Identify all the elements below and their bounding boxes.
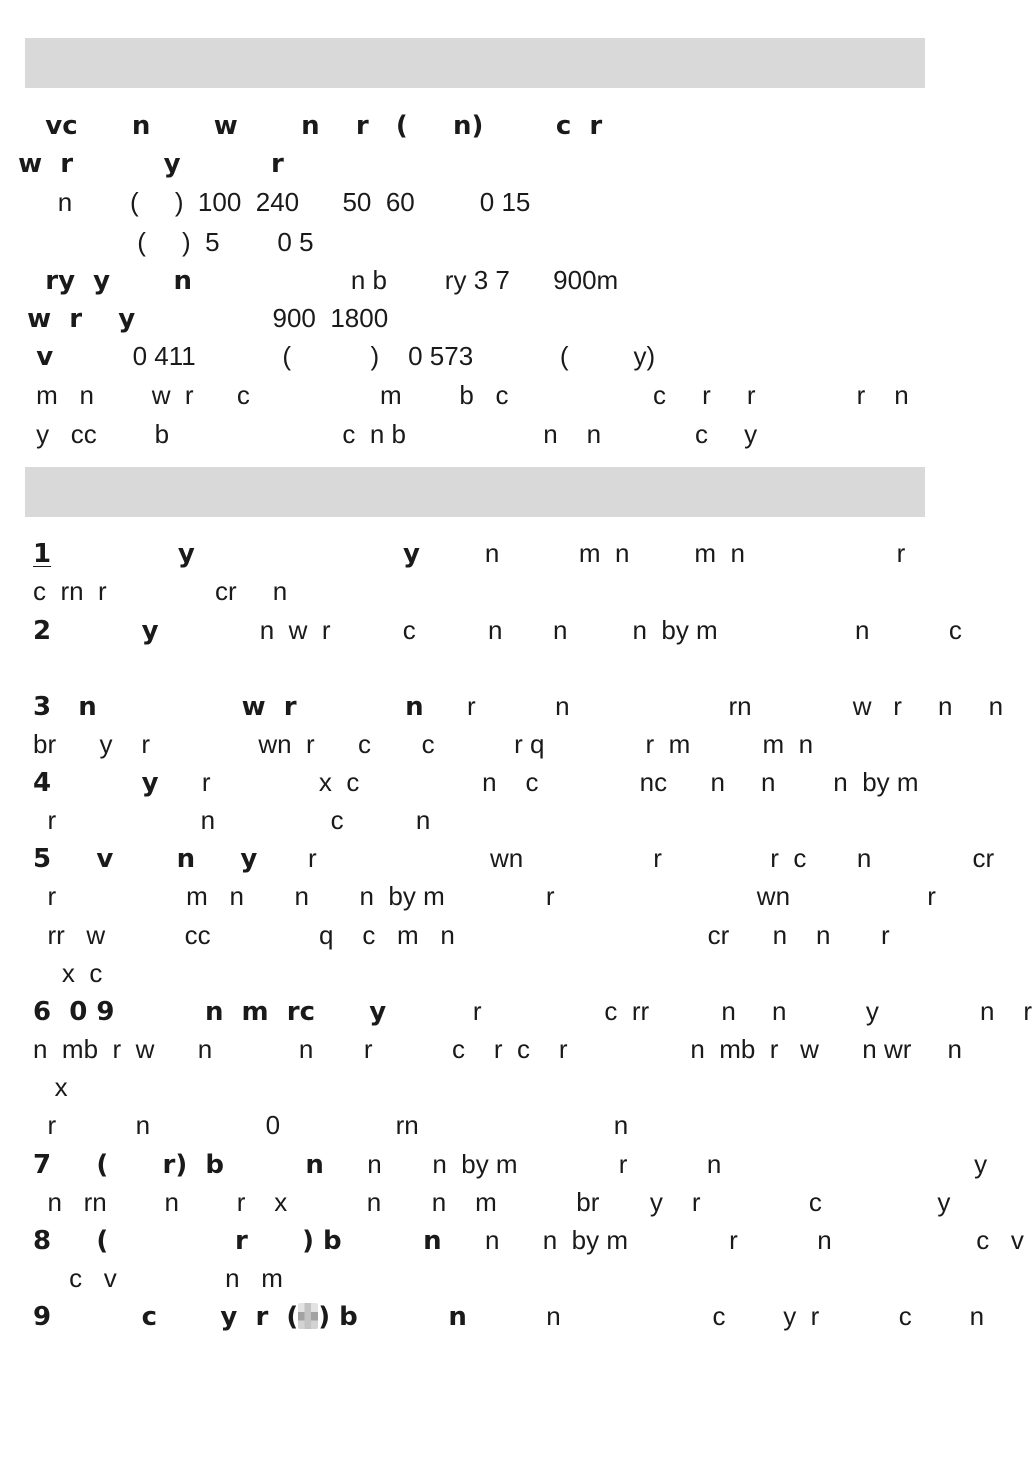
- note-text: x: [33, 1072, 68, 1102]
- note-text: r m n n n by m r wn r: [33, 881, 936, 911]
- note-text: n n by m r n c v: [441, 1225, 1024, 1255]
- note-number: 9: [33, 1302, 52, 1332]
- note-text: r c rr n n y n r: [386, 996, 1032, 1026]
- spec-line-7-value: 0 411 ( ) 0 573 ( y): [53, 341, 656, 371]
- note-text: n rn n r x n n m br y r c y: [33, 1187, 951, 1217]
- spec-line-1-label: vc n w n r ( n) c r: [0, 111, 603, 141]
- note-item-5-cont-2: [33, 916, 983, 954]
- spec-line-9-value: y cc b c n b n n c y: [0, 419, 758, 449]
- note-item-6: [33, 992, 1032, 1030]
- note-title: ( r) b n: [51, 1150, 324, 1180]
- note-title: y y: [51, 539, 420, 569]
- spec-line-7-label: v: [0, 342, 54, 372]
- spec-line-2-label: w r y r: [0, 149, 284, 179]
- note-number: 1: [33, 539, 52, 569]
- note-text: r n c n: [33, 805, 431, 835]
- note-item-1-cont: [33, 572, 983, 610]
- note-text: n m n m n r: [419, 538, 906, 568]
- spec-line-3-value: n ( ) 100 240 50 60 0 15: [0, 187, 531, 217]
- note-text: r n rn w r n n: [423, 691, 1004, 721]
- note-number: 2: [33, 616, 52, 646]
- note-text: x c: [33, 958, 103, 988]
- note-item-6-cont-1: [33, 1030, 983, 1068]
- note-item-7-cont: [33, 1183, 983, 1221]
- note-text: r n 0 rn n: [33, 1110, 629, 1140]
- spec-line-8-value: m n w r c m b c c r r r n: [0, 380, 909, 410]
- note-item-5: [33, 839, 995, 877]
- note-text: rr w cc q c m n cr n n r: [33, 920, 890, 950]
- note-item-5-cont-3: [33, 954, 983, 992]
- note-title: y: [51, 768, 159, 798]
- note-text: n n by m r n y: [323, 1149, 988, 1179]
- note-title: ( r ) b n: [51, 1226, 442, 1256]
- note-text: c v n m: [33, 1263, 283, 1293]
- note-text: c rn r cr n: [33, 576, 288, 606]
- note-number: 7: [33, 1150, 52, 1180]
- note-item-9: [33, 1297, 983, 1335]
- note-item-8-cont: [33, 1259, 983, 1297]
- notes-section: [33, 0, 1032, 1467]
- pixelated-glyph-icon: [298, 1303, 318, 1329]
- note-text: n w r c n n n by m n c: [158, 615, 962, 645]
- note-number: 5: [33, 844, 52, 874]
- note-title-continued: ) b n: [318, 1302, 467, 1332]
- note-item-4-cont: [33, 801, 983, 839]
- note-item-1: [33, 534, 983, 572]
- note-title: v n y: [51, 844, 258, 874]
- note-item-6-cont-2: [33, 1068, 983, 1106]
- note-item-5-cont-1: [33, 877, 983, 915]
- note-item-8: [33, 1221, 1024, 1259]
- spec-line-5-value: n b ry 3 7 900m: [191, 265, 619, 295]
- note-item-2: [33, 611, 983, 649]
- note-text: br y r wn r c c r q r m m n: [33, 729, 814, 759]
- note-number: 3: [33, 692, 52, 722]
- note-title: c y r (: [51, 1302, 299, 1332]
- note-item-2-cont: [33, 649, 983, 687]
- note-text: n c y r c n: [466, 1301, 985, 1331]
- note-number: 8: [33, 1226, 52, 1256]
- spec-line-6-value: 900 1800: [135, 303, 389, 333]
- note-number: 6: [33, 997, 52, 1027]
- note-item-3-cont: [33, 725, 983, 763]
- note-text: r x c n c nc n n n by m: [158, 767, 919, 797]
- note-title: y: [51, 616, 159, 646]
- note-title: n w r n: [51, 692, 424, 722]
- note-text: r wn r r c n cr: [257, 843, 995, 873]
- spec-line-5-label: ry y n: [0, 266, 192, 296]
- spec-line-4-value: ( ) 5 0 5: [0, 227, 314, 257]
- note-text: n mb r w n n r c r c r n mb r w n wr n: [33, 1034, 962, 1064]
- note-title: 0 9 n m rc y: [51, 997, 387, 1027]
- note-item-3: [33, 687, 1004, 725]
- note-item-4: [33, 763, 983, 801]
- note-item-6-cont-3: [33, 1106, 983, 1144]
- note-item-7: [33, 1145, 988, 1183]
- spec-line-6-label: w r y: [0, 304, 136, 334]
- note-number: 4: [33, 768, 52, 798]
